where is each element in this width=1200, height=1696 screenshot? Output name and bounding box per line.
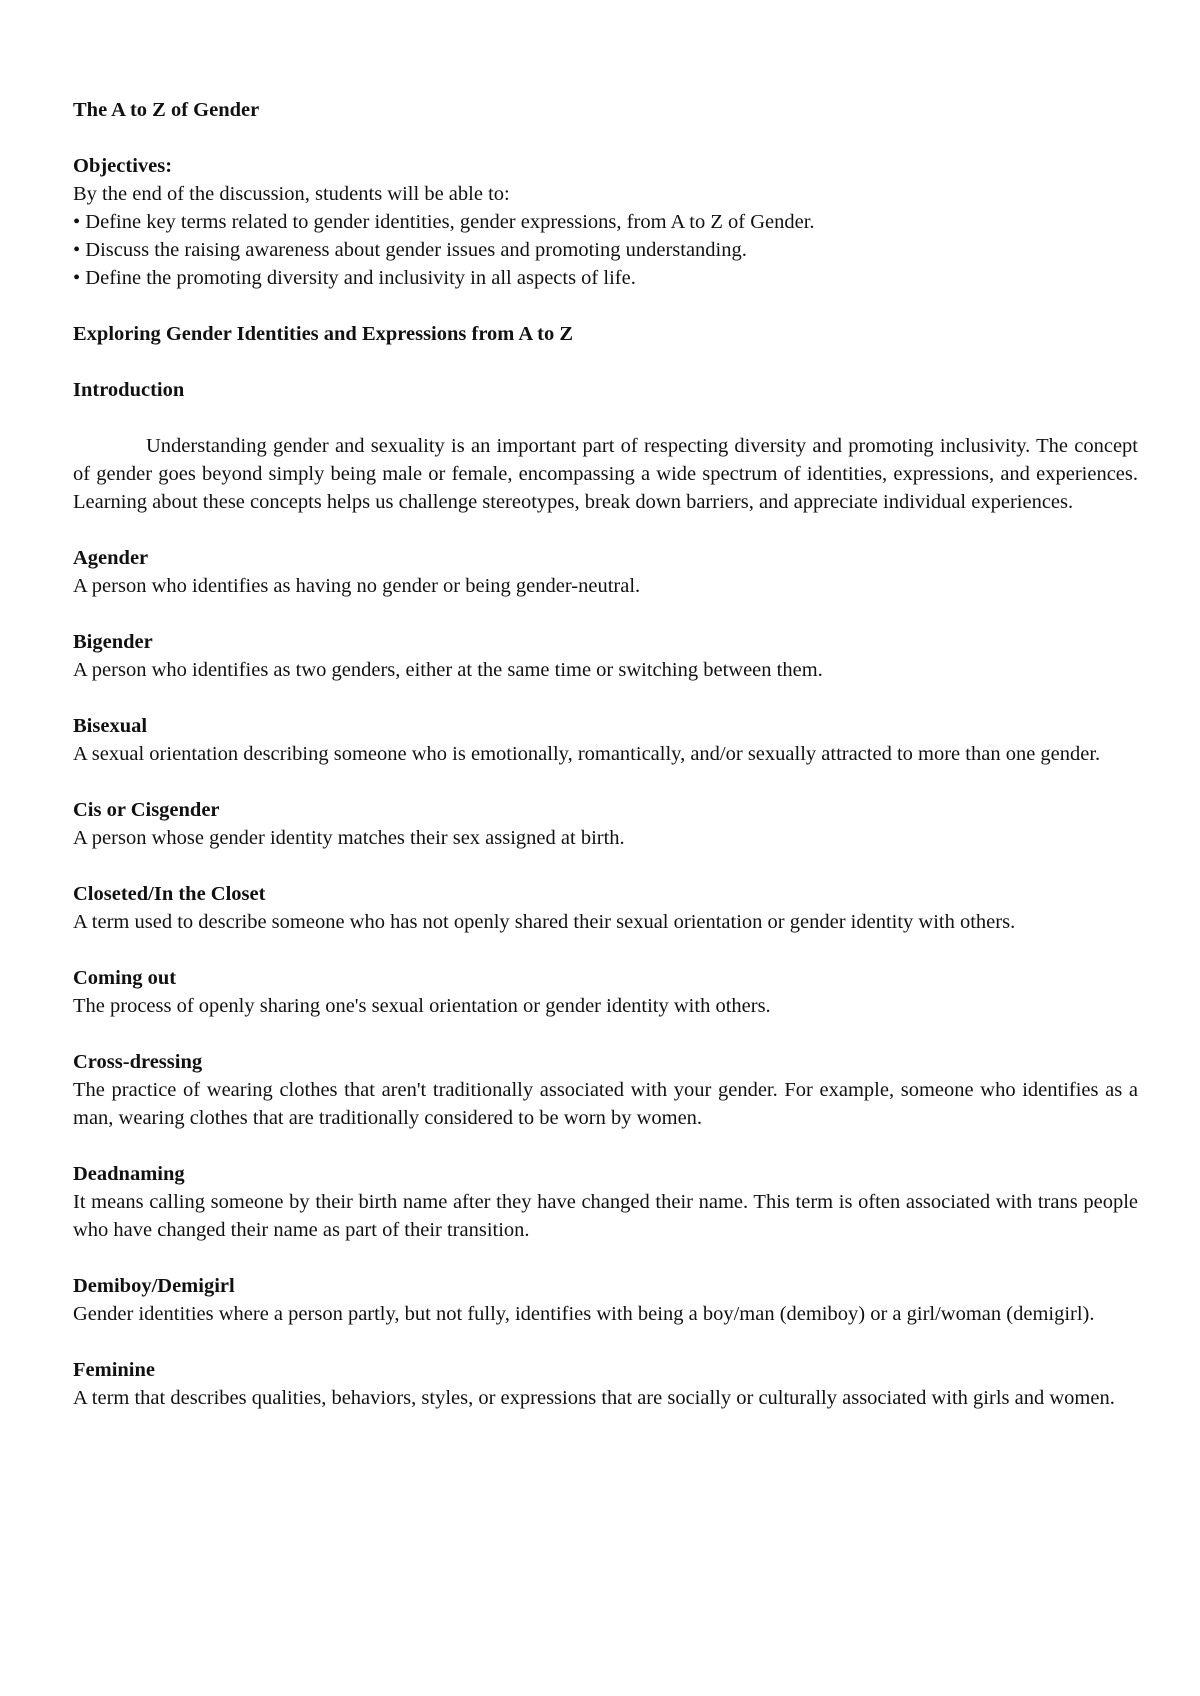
term-entry — [73, 712, 1138, 768]
term-entry — [73, 1048, 1138, 1132]
term-name: Deadnaming — [73, 1163, 185, 1185]
term-name: Bisexual — [73, 715, 148, 737]
objectives-list — [73, 208, 1138, 292]
term-name: Cross-dressing — [73, 1051, 203, 1073]
term-name: Cis or Cisgender — [73, 799, 220, 821]
term-definition: A term that describes qualities, behaviors, styles, or expressions that are socially or culturally associated with girls and women. — [73, 1387, 1115, 1409]
term-entry — [73, 544, 1138, 600]
introduction-paragraph: Understanding gender and sexuality is an important part of respecting diversity and promoting inclusivity. The concept of gender goes beyond simply being male or female, encompassing a wide spectrum of identities, expressions, and experiences. Learning about these concepts helps us challenge stereotypes, break down barriers, and appreciate individual experiences. — [73, 435, 1138, 513]
term-definition: The process of openly sharing one's sexual orientation or gender identity with others. — [73, 995, 771, 1017]
term-name: Agender — [73, 547, 149, 569]
term-name: Coming out — [73, 967, 177, 989]
term-definition: Gender identities where a person partly, but not fully, identifies with being a boy/man (demiboy) or a girl/woman (demigirl). — [73, 1303, 1095, 1325]
term-definition: A person whose gender identity matches their sex assigned at birth. — [73, 827, 625, 849]
document-page — [73, 96, 1138, 1440]
term-definition: The practice of wearing clothes that aren't traditionally associated with your gender. For example, someone who identifies as a man, wearing clothes that are traditionally considered to be worn by women. — [73, 1079, 1138, 1129]
objective-item: • Define key terms related to gender identities, gender expressions, from A to Z of Gender. — [73, 211, 815, 233]
section-heading: Exploring Gender Identities and Expressions from A to Z — [73, 323, 574, 345]
objective-item: • Discuss the raising awareness about gender issues and promoting understanding. — [73, 239, 747, 261]
objectives-heading: Objectives: — [73, 155, 173, 177]
term-entry — [73, 964, 1138, 1020]
term-name: Feminine — [73, 1359, 155, 1381]
term-entry — [73, 1160, 1138, 1244]
term-entry — [73, 796, 1138, 852]
objectives-intro: By the end of the discussion, students will be able to: — [73, 183, 510, 205]
term-entry — [73, 1272, 1138, 1328]
term-entry — [73, 880, 1138, 936]
term-definition: A person who identifies as two genders, either at the same time or switching between them. — [73, 659, 823, 681]
document-title: The A to Z of Gender — [73, 99, 260, 121]
term-definition: It means calling someone by their birth name after they have changed their name. This term is often associated with trans people who have changed their name as part of their transition. — [73, 1191, 1138, 1241]
term-definition: A person who identifies as having no gender or being gender-neutral. — [73, 575, 641, 597]
term-definition: A term used to describe someone who has not openly shared their sexual orientation or gender identity with others. — [73, 911, 1016, 933]
introduction-heading: Introduction — [73, 379, 185, 401]
term-entry — [73, 1356, 1138, 1412]
term-entry — [73, 628, 1138, 684]
objective-item: • Define the promoting diversity and inclusivity in all aspects of life. — [73, 267, 636, 289]
term-name: Bigender — [73, 631, 153, 653]
term-name: Closeted/In the Closet — [73, 883, 266, 905]
term-definition: A sexual orientation describing someone who is emotionally, romantically, and/or sexually attracted to more than one gender. — [73, 743, 1101, 765]
term-name: Demiboy/Demigirl — [73, 1275, 235, 1297]
